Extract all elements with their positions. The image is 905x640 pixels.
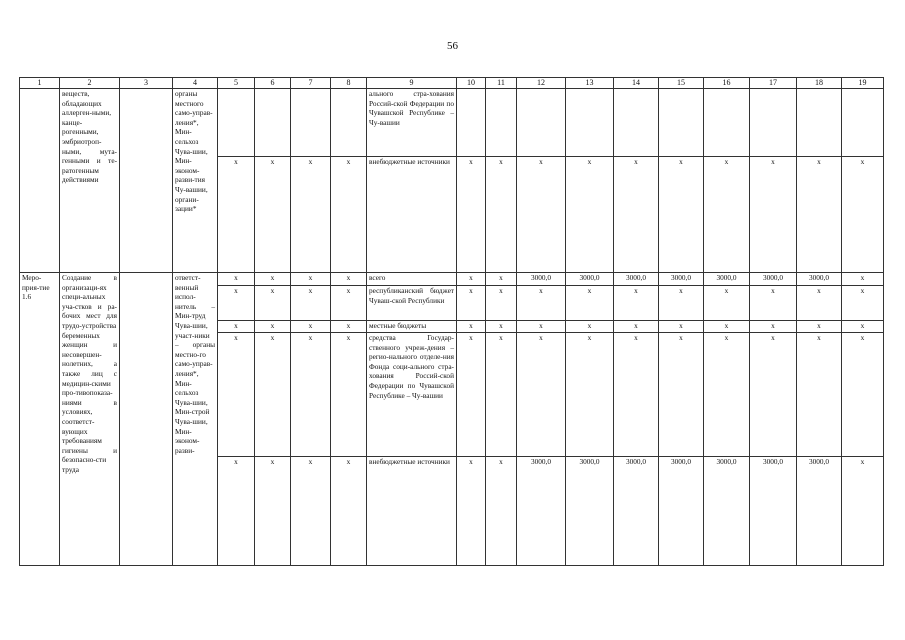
cell-value: x bbox=[218, 321, 255, 333]
cell-executors: органы местного само-управ-ления*, Мин-сельхоз Чува-шии, Мин-эконом-разви-тия Чу-вашии, органи-зации* bbox=[173, 89, 218, 273]
column-number: 8 bbox=[331, 78, 367, 89]
cell-value: x bbox=[614, 157, 659, 273]
cell-empty bbox=[842, 89, 884, 157]
cell-value: x bbox=[331, 321, 367, 333]
column-number: 5 bbox=[218, 78, 255, 89]
cell-value: x bbox=[218, 273, 255, 286]
cell-source: республиканский бюджет Чуваш-ской Республики bbox=[367, 286, 457, 321]
cell-value: 3000,0 bbox=[614, 273, 659, 286]
cell-empty bbox=[291, 89, 331, 157]
cell-empty bbox=[797, 89, 842, 157]
cell-value: x bbox=[750, 286, 797, 321]
cell-value: x bbox=[659, 321, 704, 333]
cell-value: x bbox=[750, 157, 797, 273]
cell-value: x bbox=[218, 457, 255, 566]
cell-value: x bbox=[704, 157, 750, 273]
cell-measure-name: Создание в организаци-ях специ-альных уча-стков и ра-бочих мест для трудо-устройства беременных женщин и несовершен-нолетних, а также лиц с медицин-скими про-тивопоказа-ниями в условиях, соответст-вующих требованиям гигиены и безопасно-сти труда bbox=[60, 273, 120, 566]
cell-value: x bbox=[255, 457, 291, 566]
column-number: 9 bbox=[367, 78, 457, 89]
column-number: 16 bbox=[704, 78, 750, 89]
cell-value: 3000,0 bbox=[517, 273, 566, 286]
cell-value: x bbox=[750, 321, 797, 333]
column-number: 7 bbox=[291, 78, 331, 89]
cell-value: x bbox=[291, 333, 331, 457]
column-number: 14 bbox=[614, 78, 659, 89]
budget-table bbox=[19, 77, 884, 566]
column-number: 3 bbox=[120, 78, 173, 89]
cell-value: x bbox=[797, 321, 842, 333]
cell-source: местные бюджеты bbox=[367, 321, 457, 333]
cell-value: x bbox=[842, 333, 884, 457]
cell-empty bbox=[704, 89, 750, 157]
cell-value: x bbox=[255, 286, 291, 321]
cell-empty bbox=[331, 89, 367, 157]
table-row bbox=[20, 273, 884, 286]
cell-value: 3000,0 bbox=[704, 457, 750, 566]
cell-empty bbox=[517, 89, 566, 157]
cell-value: x bbox=[331, 286, 367, 321]
cell-value: x bbox=[842, 321, 884, 333]
cell-value: x bbox=[331, 457, 367, 566]
cell-empty bbox=[486, 89, 517, 157]
cell-value: x bbox=[517, 157, 566, 273]
cell-value: x bbox=[566, 286, 614, 321]
cell-value: 3000,0 bbox=[566, 273, 614, 286]
cell-value: x bbox=[218, 286, 255, 321]
cell-value: x bbox=[750, 333, 797, 457]
cell-value: x bbox=[486, 457, 517, 566]
cell-empty bbox=[120, 89, 173, 273]
cell-value: x bbox=[797, 157, 842, 273]
cell-value: x bbox=[842, 273, 884, 286]
cell-value: x bbox=[291, 273, 331, 286]
cell-value: x bbox=[255, 157, 291, 273]
column-number: 19 bbox=[842, 78, 884, 89]
cell-value: 3000,0 bbox=[517, 457, 566, 566]
cell-value: 3000,0 bbox=[750, 457, 797, 566]
cell-source: средства Государ-ственного учреж-дения – регио-нального отделе-ния Фонда соци-ального стра-хования Россий-ской Федерации по Чувашской Республике – Чу-вашии bbox=[367, 333, 457, 457]
cell-value: x bbox=[486, 157, 517, 273]
column-number: 4 bbox=[173, 78, 218, 89]
cell-empty bbox=[750, 89, 797, 157]
cell-empty bbox=[218, 89, 255, 157]
cell-value: 3000,0 bbox=[614, 457, 659, 566]
cell-value: x bbox=[486, 286, 517, 321]
cell-value: 3000,0 bbox=[750, 273, 797, 286]
cell-value: x bbox=[457, 273, 486, 286]
cell-value: x bbox=[659, 157, 704, 273]
column-number: 11 bbox=[486, 78, 517, 89]
cell-value: x bbox=[291, 321, 331, 333]
cell-value: x bbox=[291, 286, 331, 321]
cell-value: x bbox=[842, 457, 884, 566]
cell-value: x bbox=[614, 286, 659, 321]
column-number: 6 bbox=[255, 78, 291, 89]
cell-measure-name: веществ, обладающих аллерген-ными, канце-рогенными, эмбриотроп-ными, мута-генными и те-ратогенным действиями bbox=[60, 89, 120, 273]
cell-source: всего bbox=[367, 273, 457, 286]
cell-value: x bbox=[255, 273, 291, 286]
cell-value: x bbox=[614, 321, 659, 333]
cell-empty bbox=[457, 89, 486, 157]
cell-empty bbox=[659, 89, 704, 157]
cell-value: x bbox=[486, 273, 517, 286]
cell-value: x bbox=[457, 157, 486, 273]
cell-value: x bbox=[797, 286, 842, 321]
cell-empty bbox=[255, 89, 291, 157]
cell-value: 3000,0 bbox=[659, 273, 704, 286]
cell-value: 3000,0 bbox=[659, 457, 704, 566]
column-number: 1 bbox=[20, 78, 60, 89]
cell-value: x bbox=[486, 333, 517, 457]
cell-value: 3000,0 bbox=[566, 457, 614, 566]
cell-value: x bbox=[566, 333, 614, 457]
cell-source: ального стра-хования Россий-ской Федерации по Чувашской Республике – Чу-вашии bbox=[367, 89, 457, 157]
cell-source: внебюджетные источники bbox=[367, 157, 457, 273]
cell-empty bbox=[20, 89, 60, 273]
cell-value: x bbox=[704, 333, 750, 457]
column-number: 17 bbox=[750, 78, 797, 89]
cell-value: 3000,0 bbox=[797, 273, 842, 286]
cell-value: x bbox=[255, 321, 291, 333]
cell-executors: ответст-венный испол-нитель – Мин-труд Чува-шии, участ-ники – органы местно-го само-управ-ления*, Мин-сельхоз Чува-шии, Мин-строй Чува-шии, Мин-эконом-разви- bbox=[173, 273, 218, 566]
cell-value: x bbox=[517, 286, 566, 321]
cell-value: x bbox=[704, 321, 750, 333]
column-number: 10 bbox=[457, 78, 486, 89]
column-number: 13 bbox=[566, 78, 614, 89]
cell-value: x bbox=[659, 286, 704, 321]
cell-value: x bbox=[291, 157, 331, 273]
cell-value: x bbox=[255, 333, 291, 457]
cell-value: x bbox=[457, 457, 486, 566]
cell-value: x bbox=[517, 333, 566, 457]
cell-value: x bbox=[797, 333, 842, 457]
cell-value: x bbox=[566, 321, 614, 333]
cell-value: x bbox=[457, 286, 486, 321]
cell-value: x bbox=[486, 321, 517, 333]
cell-source: внебюджетные источники bbox=[367, 457, 457, 566]
cell-value: x bbox=[842, 286, 884, 321]
cell-value: x bbox=[331, 157, 367, 273]
column-number: 18 bbox=[797, 78, 842, 89]
column-number: 12 bbox=[517, 78, 566, 89]
column-number-row bbox=[20, 78, 884, 89]
cell-value: x bbox=[457, 321, 486, 333]
cell-value: x bbox=[457, 333, 486, 457]
column-number: 15 bbox=[659, 78, 704, 89]
cell-value: x bbox=[517, 321, 566, 333]
cell-value: 3000,0 bbox=[797, 457, 842, 566]
cell-value: x bbox=[218, 157, 255, 273]
table-row bbox=[20, 89, 884, 157]
cell-value: 3000,0 bbox=[704, 273, 750, 286]
cell-value: x bbox=[566, 157, 614, 273]
cell-value: x bbox=[331, 333, 367, 457]
cell-value: x bbox=[659, 333, 704, 457]
cell-empty bbox=[614, 89, 659, 157]
cell-empty bbox=[566, 89, 614, 157]
cell-value: x bbox=[842, 157, 884, 273]
cell-value: x bbox=[331, 273, 367, 286]
cell-value: x bbox=[218, 333, 255, 457]
column-number: 2 bbox=[60, 78, 120, 89]
cell-value: x bbox=[704, 286, 750, 321]
cell-value: x bbox=[291, 457, 331, 566]
page-number: 56 bbox=[447, 40, 458, 52]
cell-measure-number: Меро-прия-тие 1.6 bbox=[20, 273, 60, 566]
cell-value: x bbox=[614, 333, 659, 457]
cell-empty bbox=[120, 273, 173, 566]
